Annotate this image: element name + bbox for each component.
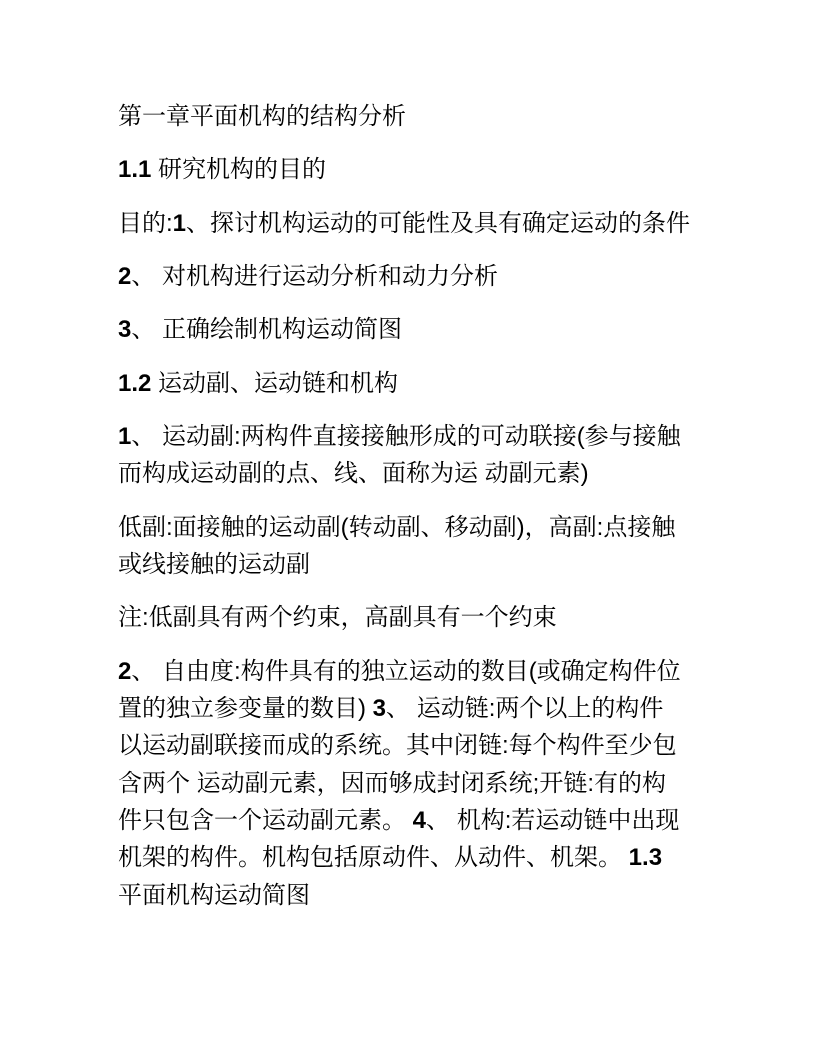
text-run: 、 正确绘制机构运动简图 xyxy=(131,316,403,344)
text-line xyxy=(118,877,718,914)
text-line xyxy=(118,418,718,455)
text-line xyxy=(118,690,718,727)
text-run: 、 对机构进行运动分析和动力分析 xyxy=(131,262,499,290)
text-line xyxy=(118,98,718,135)
text-line xyxy=(118,599,718,636)
text-run: 机架的构件。机构包括原动件、从动件、机架。 xyxy=(118,844,629,872)
bold-number-run: 3 xyxy=(118,316,132,344)
text-run: 件只包含一个运动副元素。 xyxy=(118,806,413,834)
document-text-block xyxy=(118,98,718,914)
text-line xyxy=(118,311,718,348)
section-1-1-heading xyxy=(118,151,718,188)
text-run: 平面机构运动简图 xyxy=(118,881,310,909)
bold-number-run: 4 xyxy=(412,806,427,834)
text-line xyxy=(118,151,718,188)
text-line xyxy=(118,653,718,690)
text-line xyxy=(118,205,718,242)
text-run: 低副:面接触的运动副(转动副、移动副)，高副:点接触 xyxy=(118,513,676,541)
section-1-2-heading xyxy=(118,365,718,402)
purpose-item-2 xyxy=(118,258,718,295)
text-run: 含两个 运动副元素，因而够成封闭系统;开链:有的构 xyxy=(118,769,667,797)
text-line xyxy=(118,258,718,295)
text-line xyxy=(118,509,718,546)
text-run: 、探讨机构运动的可能性及具有确定运动的条件 xyxy=(186,209,691,237)
text-run: 目的: xyxy=(118,209,173,237)
text-line xyxy=(118,727,718,764)
text-line xyxy=(118,839,718,876)
bold-number-run: 1.3 xyxy=(628,844,663,872)
purpose-item-3 xyxy=(118,311,718,348)
text-line xyxy=(118,455,718,492)
text-run: 注:低副具有两个约束，高副具有一个约束 xyxy=(118,604,557,632)
text-line xyxy=(118,765,718,802)
note-constraints xyxy=(118,599,718,636)
text-line xyxy=(118,802,718,839)
bold-number-run: 1 xyxy=(118,422,132,450)
text-line xyxy=(118,546,718,583)
text-run: 研究机构的目的 xyxy=(151,156,327,184)
text-run: 或线接触的运动副 xyxy=(118,550,310,578)
text-run: 、 自由度:构件具有的独立运动的数目(或确定构件位 xyxy=(131,657,681,685)
purpose-item-1 xyxy=(118,205,718,242)
bold-number-run: 3 xyxy=(372,694,387,722)
text-run: 以运动副联接而成的系统。其中闭链:每个构件至少包 xyxy=(118,732,677,760)
text-run: 、 机构:若运动链中出现 xyxy=(426,806,680,834)
text-run: 置的独立参变量的数目) xyxy=(118,694,373,722)
text-run: 而构成运动副的点、线、面称为运 动副元素) xyxy=(118,460,589,488)
text-run: 第一章平面机构的结构分析 xyxy=(118,103,406,130)
bold-number-run: 1 xyxy=(172,209,187,237)
chapter-heading xyxy=(118,98,718,135)
text-run: 、 运动副:两构件直接接触形成的可动联接(参与接触 xyxy=(131,422,681,450)
text-run: 、 运动链:两个以上的构件 xyxy=(386,694,664,722)
text-line xyxy=(118,365,718,402)
text-run: 运动副、运动链和机构 xyxy=(151,369,399,397)
lower-and-higher-pairs xyxy=(118,509,718,584)
bold-number-run: 2 xyxy=(118,657,132,685)
bold-number-run: 1.1 xyxy=(118,156,152,184)
kinematic-pair-definition xyxy=(118,418,718,493)
bold-number-run: 2 xyxy=(118,262,132,290)
bold-number-run: 1.2 xyxy=(118,369,152,397)
freedom-chain-mechanism xyxy=(118,653,718,914)
